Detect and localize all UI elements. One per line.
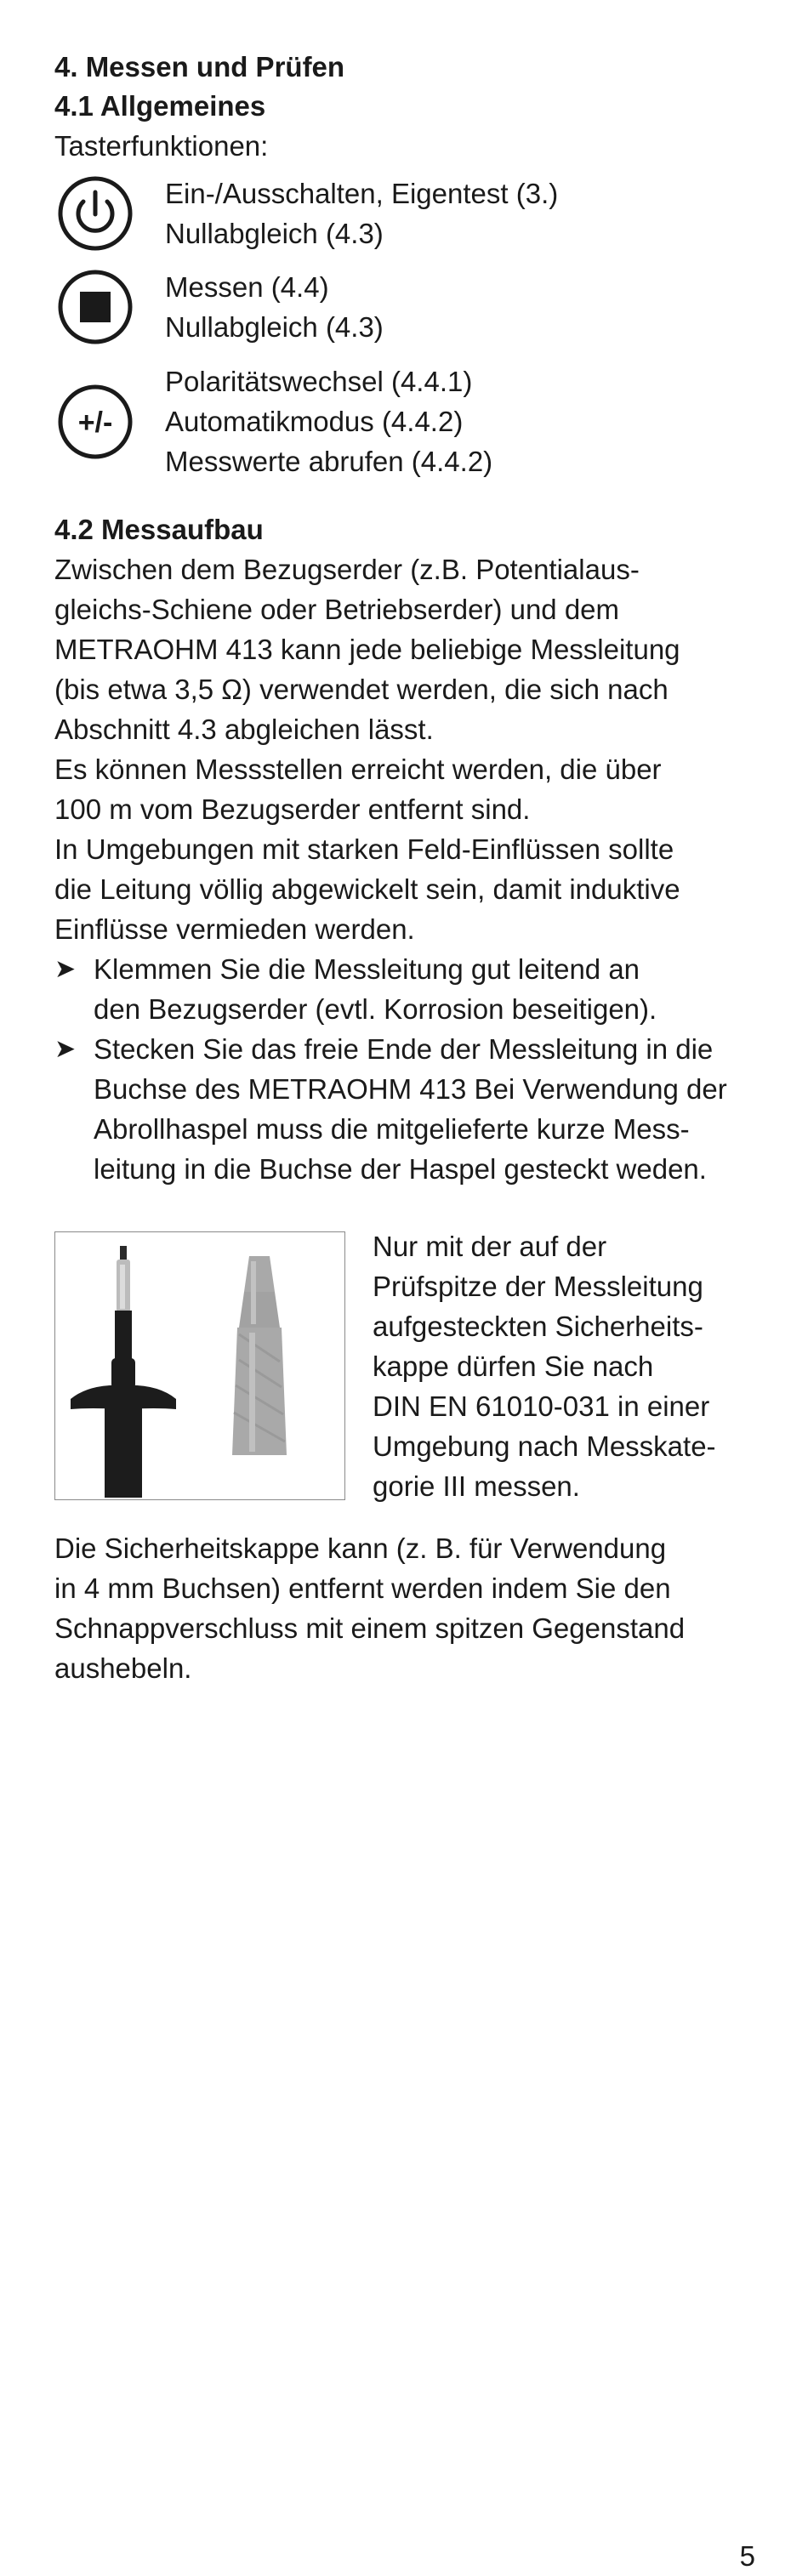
key-line: Automatikmodus (4.4.2) [165, 406, 464, 437]
text-line: Die Sicherheitskappe kann (z. B. für Verwendung [54, 1533, 667, 1564]
text-line: Stecken Sie das freie Ende der Messleitung in die [94, 1033, 714, 1065]
text-line: Schnappverschluss mit einem spitzen Gegenstand [54, 1612, 686, 1644]
page-content [54, 48, 760, 1688]
text-line: (bis etwa 3,5 Ω) verwendet werden, die sich nach [54, 674, 669, 705]
paragraph-cap-removal [54, 1528, 760, 1688]
arrow-bullet-icon: ➤ [54, 1035, 77, 1063]
key-row-measure [54, 266, 760, 348]
paragraph-setup [54, 549, 760, 749]
section-heading-4: 4. Messen und Prüfen [54, 51, 345, 82]
section-heading-4-2: 4.2 Messaufbau [54, 514, 264, 545]
text-line: In Umgebungen mit starken Feld-Einflüssen sollte [54, 833, 674, 865]
key-row-power [54, 173, 760, 254]
safety-cap-figure-row [54, 1231, 760, 1506]
text-line: METRAOHM 413 kann jede beliebige Messleitung [54, 634, 680, 665]
arrow-bullet-icon: ➤ [54, 955, 77, 983]
text-line: Abrollhaspel muss die mitgelieferte kurze Mess- [94, 1113, 690, 1145]
text-line: die Leitung völlig abgewickelt sein, damit induktive [54, 873, 680, 905]
text-line: Prüfspitze der Messleitung [373, 1271, 703, 1302]
text-line: gleichs-Schiene oder Betriebserder) und dem [54, 594, 620, 625]
paragraph-distance [54, 749, 760, 829]
text-line: DIN EN 61010-031 in einer [373, 1390, 710, 1422]
key-row-polarity [54, 361, 760, 481]
text-line: 100 m vom Bezugserder entfernt sind. [54, 793, 531, 825]
text-line: den Bezugserder (evtl. Korrosion beseitigen). [94, 993, 657, 1025]
paragraph-field-influence [54, 829, 760, 949]
text-line: in 4 mm Buchsen) entfernt werden indem Sie den [54, 1572, 671, 1604]
test-probe-icon [71, 1246, 176, 1498]
page-number: 5 [739, 2540, 755, 2572]
text-line: aushebeln. [54, 1652, 192, 1684]
key-functions-intro: Tasterfunktionen: [54, 130, 269, 162]
plus-minus-icon [54, 381, 136, 463]
text-line: Abschnitt 4.3 abgleichen lässt. [54, 714, 434, 745]
key-line: Messen (4.4) [165, 271, 329, 303]
text-line: leitung in die Buchse der Haspel gesteckt weden. [94, 1153, 707, 1185]
text-line: Klemmen Sie die Messleitung gut leitend an [94, 953, 640, 985]
text-line: Es können Messstellen erreicht werden, die über [54, 753, 662, 785]
section-heading-4-1: 4.1 Allgemeines [54, 90, 266, 122]
key-line: Polaritätswechsel (4.4.1) [165, 366, 473, 397]
probe-and-cap-image [54, 1231, 345, 1500]
power-icon [54, 173, 136, 254]
key-line: Messwerte abrufen (4.4.2) [165, 446, 493, 477]
list-item [54, 1029, 760, 1189]
key-line: Nullabgleich (4.3) [165, 218, 384, 249]
key-line: Nullabgleich (4.3) [165, 311, 384, 343]
list-item [54, 949, 760, 1029]
text-line: Nur mit der auf der [373, 1231, 607, 1262]
plus-minus-label: +/- [77, 406, 113, 439]
text-line: aufgesteckten Sicherheits- [373, 1311, 703, 1342]
key-power-description [165, 173, 558, 253]
text-line: Einflüsse vermieden werden. [54, 913, 415, 945]
stop-square-icon [54, 266, 136, 348]
safety-cap-icon [232, 1256, 287, 1455]
key-line: Ein-/Ausschalten, Eigentest (3.) [165, 178, 559, 209]
key-polarity-description [165, 361, 492, 481]
text-line: Buchse des METRAOHM 413 Bei Verwendung der [94, 1073, 727, 1105]
text-line: Zwischen dem Bezugserder (z.B. Potentialaus- [54, 554, 640, 585]
text-line: Umgebung nach Messkate- [373, 1430, 716, 1462]
key-measure-description [165, 267, 384, 347]
safety-cap-note [373, 1226, 755, 1506]
text-line: gorie III messen. [373, 1470, 580, 1502]
instruction-list [54, 949, 760, 1189]
text-line: kappe dürfen Sie nach [373, 1351, 654, 1382]
